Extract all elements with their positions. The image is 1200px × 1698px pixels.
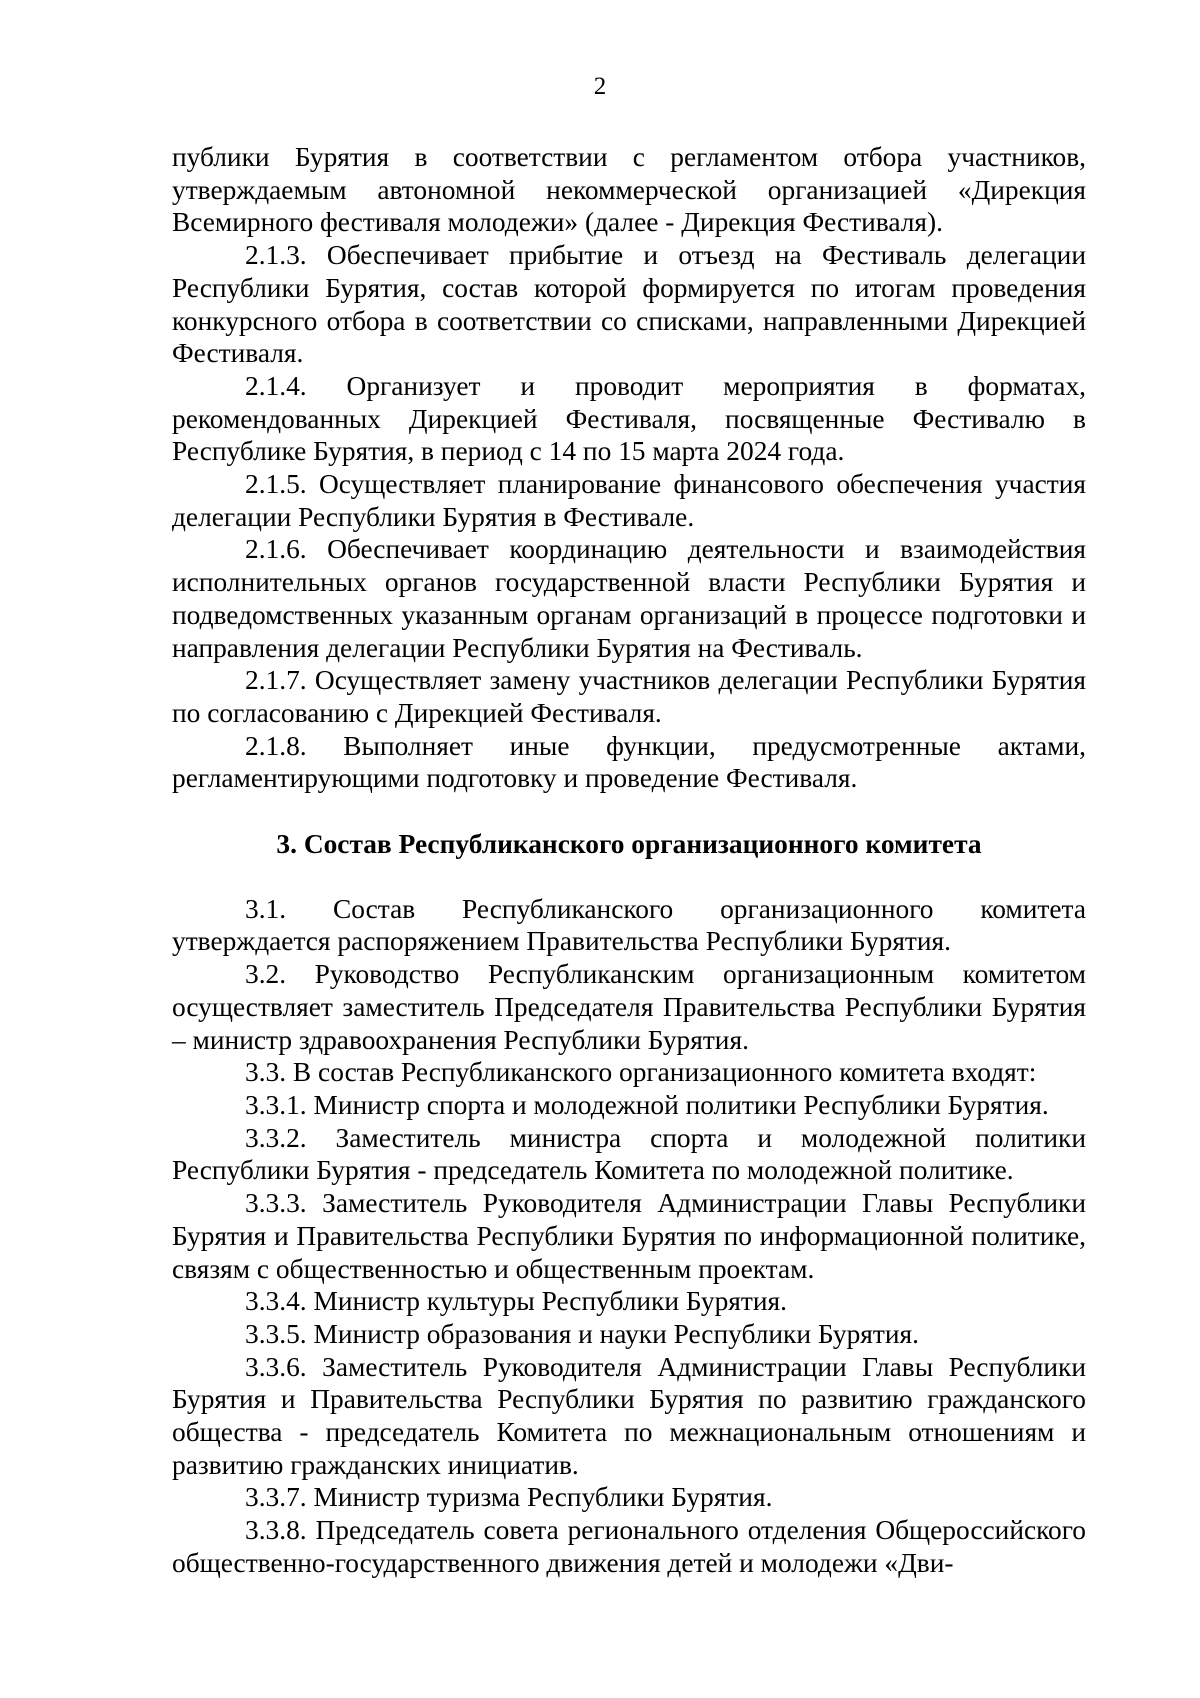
paragraph-3-3-8: 3.3.8. Председатель совета регионального отделения Общероссийского общественно-государственного движения детей и молодежи «Дви- [172, 1515, 1086, 1578]
paragraph-3-3-3: 3.3.3. Заместитель Руководителя Администрации Главы Республики Бурятия и Правительства Республики Бурятия по информационной политике, связям с общественностью и общественным проектам. [172, 1188, 1086, 1284]
page-number: 2 [593, 73, 607, 100]
paragraph-2-1-6: 2.1.6. Обеспечивает координацию деятельности и взаимодействия исполнительных органов государственной власти Республики Бурятия и подведомственных указанным органам организаций в процессе подготовки и направления делегации Республики Бурятия на Фестиваль. [172, 534, 1086, 663]
paragraph-3-2: 3.2. Руководство Республиканским организационным комитетом осуществляет заместитель Председателя Правительства Республики Бурятия – министр здравоохранения Республики Бурятия. [172, 959, 1086, 1055]
paragraph-2-1-3: 2.1.3. Обеспечивает прибытие и отъезд на Фестиваль делегации Республики Бурятия, состав которой формируется по итогам проведения конкурсного отбора в соответствии со списками, направленными Дирекцией Фестиваля. [172, 240, 1086, 369]
paragraph-2-1-4: 2.1.4. Организует и проводит мероприятия в форматах, рекомендованных Дирекцией Фестиваля, посвященные Фестивалю в Республике Бурятия, в период с 14 по 15 марта 2024 года. [172, 370, 1086, 467]
paragraph-3-1: 3.1. Состав Республиканского организационного комитета утверждается распоряжением Правительства Республики Бурятия. [172, 893, 1086, 957]
paragraph-2-1-8: 2.1.8. Выполняет иные функции, предусмотренные актами, регламентирующими подготовку и проведение Фестиваля. [172, 730, 1086, 794]
paragraph-2-1-5: 2.1.5. Осуществляет планирование финансового обеспечения участия делегации Республики Бурятия в Фестивале. [172, 469, 1086, 532]
paragraph-3-3-7: 3.3.7. Министр туризма Республики Бурятия. [245, 1482, 773, 1513]
paragraph-3-3-4: 3.3.4. Министр культуры Республики Бурятия. [245, 1286, 787, 1317]
paragraph-3-3: 3.3. В состав Республиканского организационного комитета входят: [245, 1057, 1037, 1088]
paragraph-3-3-5: 3.3.5. Министр образования и науки Республики Бурятия. [245, 1318, 919, 1349]
document-body [172, 141, 1086, 1580]
paragraph-3-3-2: 3.3.2. Заместитель министра спорта и молодежной политики Республики Бурятия - председатель Комитета по молодежной политике. [172, 1122, 1086, 1186]
paragraph-continuation: публики Бурятия в соответствии с регламентом отбора участников, утверждаемым автономной некоммерческой организацией «Дирекция Всемирного фестиваля молодежи» (далее - Дирекция Фестиваля). [172, 142, 1086, 238]
paragraph-2-1-7: 2.1.7. Осуществляет замену участников делегации Республики Бурятия по согласованию с Дирекцией Фестиваля. [172, 665, 1086, 728]
section-heading: 3. Состав Республиканского организационного комитета [276, 829, 982, 860]
paragraph-3-3-1: 3.3.1. Министр спорта и молодежной политики Республики Бурятия. [245, 1089, 1049, 1120]
paragraph-3-3-6: 3.3.6. Заместитель Руководителя Администрации Главы Республики Бурятия и Правительства Республики Бурятия по развитию гражданского общества - председатель Комитета по межнациональным отношениям и развитию гражданских инициатив. [172, 1351, 1086, 1480]
